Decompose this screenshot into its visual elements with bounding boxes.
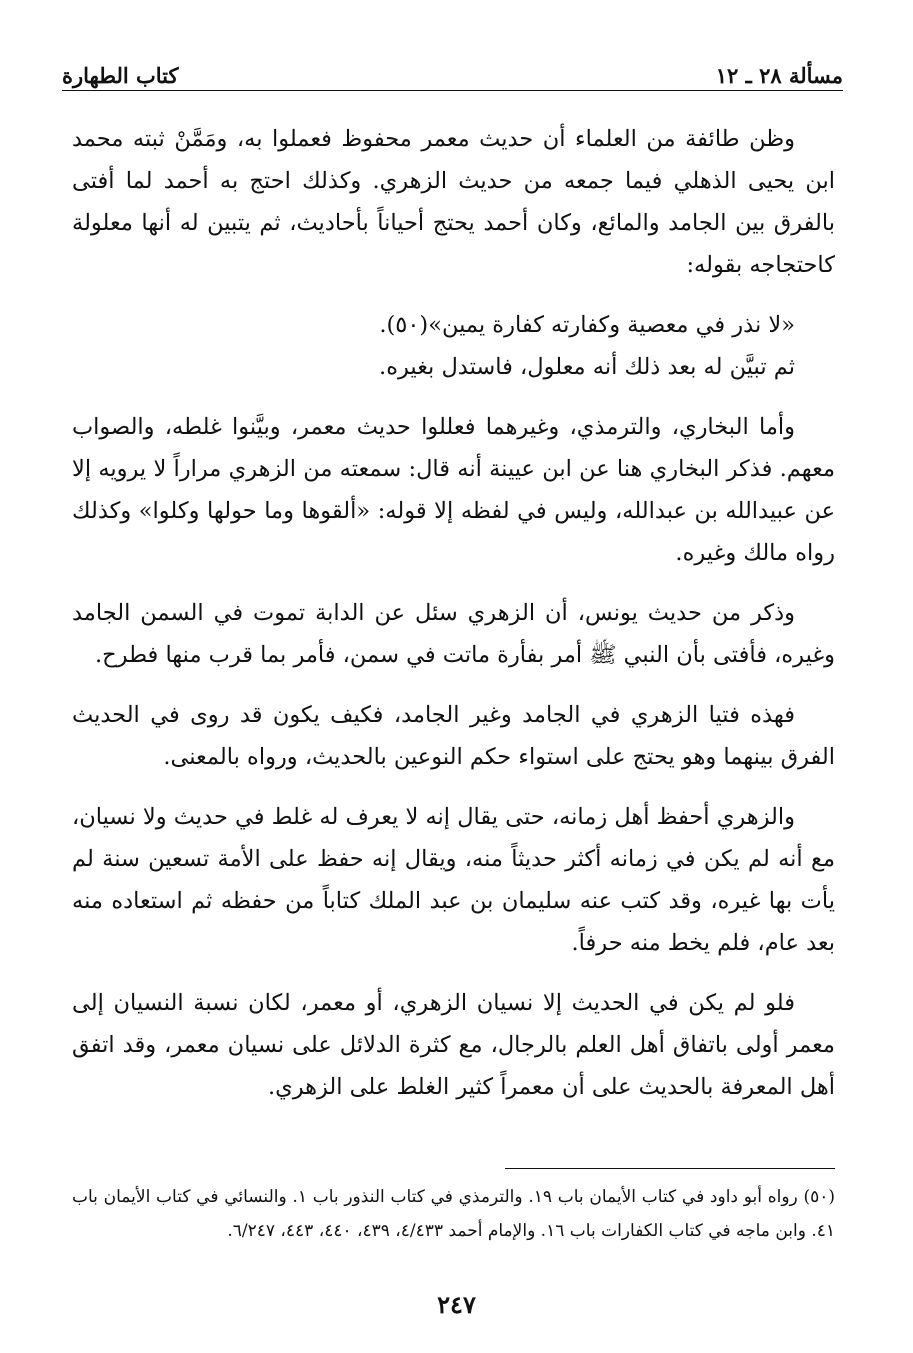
book-title: كتاب الطهارة <box>62 63 179 88</box>
paragraph: وأما البخاري، والترمذي، وغيرهما فعللوا حديث معمر، وبيَّنوا غلطه، والصواب معهم. فذكر البخاري هنا عن ابن عيينة أنه قال: سمعته من الزهري مراراً لا يرويه إلا عن عبيدالله بن عبدالله، وليس في لفظه إلا قوله: «ألقوها وما حولها وكلوا» وكذلك رواه مالك وغيره. <box>72 414 835 566</box>
paragraph: فهذه فتيا الزهري في الجامد وغير الجامد، فكيف يكون قد روى في الحديث الفرق بينهما وهو يحتج على استواء حكم النوعين بالحديث، ورواه بالمعنى. <box>72 702 835 770</box>
page-number: ٢٤٧ <box>437 1290 476 1319</box>
paragraph: ثم تبيَّن له بعد ذلك أنه معلول، فاستدل بغيره. <box>379 354 795 380</box>
paragraph: وذكر من حديث يونس، أن الزهري سئل عن الدابة تموت في السمن الجامد وغيره، فأفتى بأن النبي ﷺ أمر بفأرة ماتت في سمن، فأمر بما قرب منها فطرح. <box>72 600 835 668</box>
main-text <box>72 118 835 1126</box>
footnote-text: (٥٠) رواه أبو داود في كتاب الأيمان باب ١٩. والترمذي في كتاب النذور باب ١. والنسائي في كتاب الأيمان باب ٤١. وابن ماجه في كتاب الكفارات باب ١٦. والإمام أحمد ٤/٤٣٣، ٤٣٩، ٤٤٠، ٤٤٣، ٦/٢٤٧. <box>72 1187 836 1241</box>
footnote <box>72 1180 835 1248</box>
running-header <box>62 52 843 92</box>
quoted-hadith: «لا نذر في معصية وكفارته كفارة يمين»(٥٠). <box>379 312 795 338</box>
footnote-divider <box>505 1168 835 1169</box>
paragraph: والزهري أحفظ أهل زمانه، حتى يقال إنه لا يعرف له غلط في حديث ولا نسيان، مع أنه لم يكن في زمانه أكثر حديثاً منه، ويقال إنه حفظ على الأمة تسعين سنة لم يأت بها غيره، وقد كتب عنه سليمان بن عبد الملك كتاباً من حفظه ثم استعاده منه بعد عام، فلم يخط منه حرفاً. <box>72 804 835 956</box>
paragraph: وظن طائفة من العلماء أن حديث معمر محفوظ فعملوا به، ومَمَّنْ ثبته محمد ابن يحيى الذهلي فيما جمعه من حديث الزهري. وكذلك احتج به أحمد لما أفتى بالفرق بين الجامد والمائع، وكان أحمد يحتج أحياناً بأحاديث، ثم يتبين له أنها معلولة كاحتجاجه بقوله: <box>72 126 835 278</box>
header-divider <box>62 90 843 91</box>
paragraph: فلو لم يكن في الحديث إلا نسيان الزهري، أو معمر، لكان نسبة النسيان إلى معمر أولى باتفاق أهل العلم بالرجال، مع كثرة الدلائل على نسيان معمر، وقد اتفق أهل المعرفة بالحديث على أن معمراً كثير الغلط على الزهري. <box>72 990 835 1100</box>
issue-label: مسألة ٢٨ ـ ١٢ <box>715 63 843 88</box>
